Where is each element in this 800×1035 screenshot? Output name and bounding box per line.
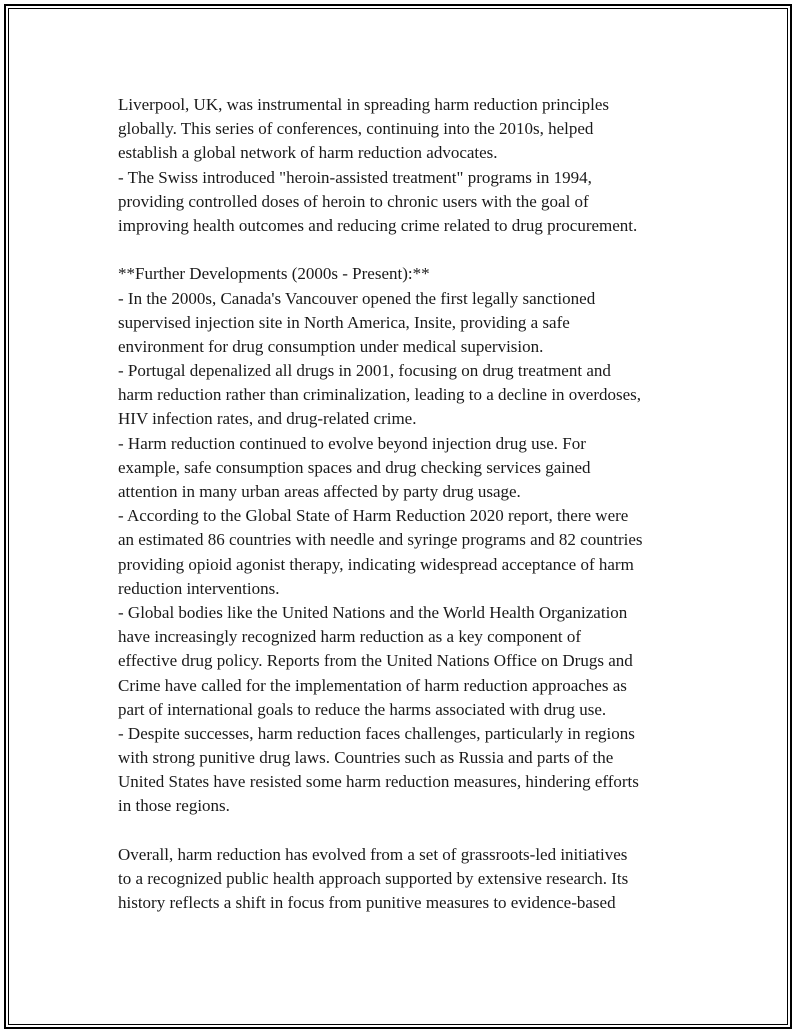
- text-line: improving health outcomes and reducing crime related to drug procurement.: [118, 215, 638, 235]
- text-line: history reflects a shift in focus from punitive measures to evidence-based: [118, 893, 616, 913]
- section-further-developments: [118, 262, 698, 818]
- paragraph-overall-summary: [118, 843, 698, 916]
- text-line: harm reduction rather than criminalization, leading to a decline in overdoses,: [118, 385, 642, 405]
- text-line: HIV infection rates, and drug-related crime.: [118, 409, 417, 429]
- text-line: part of international goals to reduce the harms associated with drug use.: [118, 699, 607, 719]
- text-line: Overall, harm reduction has evolved from a set of grassroots-led initiatives: [118, 844, 628, 864]
- text-line: environment for drug consumption under medical supervision.: [118, 336, 544, 356]
- text-line: effective drug policy. Reports from the United Nations Office on Drugs and: [118, 651, 633, 671]
- text-line: in those regions.: [118, 796, 230, 816]
- text-line: an estimated 86 countries with needle and syringe programs and 82 countries: [118, 530, 643, 550]
- text-line: - According to the Global State of Harm Reduction 2020 report, there were: [118, 506, 629, 526]
- text-line: to a recognized public health approach supported by extensive research. Its: [118, 869, 629, 888]
- text-line: globally. This series of conferences, continuing into the 2010s, helped: [118, 119, 594, 139]
- text-line: with strong punitive drug laws. Countries such as Russia and parts of the: [118, 748, 614, 768]
- text-line: example, safe consumption spaces and drug checking services gained: [118, 457, 591, 477]
- text-line: **Further Developments (2000s - Present):**: [118, 264, 430, 284]
- text-line: - Harm reduction continued to evolve beyond injection drug use. For: [118, 433, 586, 453]
- text-line: establish a global network of harm reduction advocates.: [118, 143, 498, 163]
- text-line: United States have resisted some harm reduction measures, hindering efforts: [118, 772, 639, 792]
- text-line: - Portugal depenalized all drugs in 2001, focusing on drug treatment and: [118, 361, 611, 381]
- text-line: - In the 2000s, Canada's Vancouver opened the first legally sanctioned: [118, 288, 596, 308]
- text-line: Liverpool, UK, was instrumental in spreading harm reduction principles: [118, 95, 609, 114]
- paragraph-gap: [118, 238, 698, 262]
- text-line: reduction interventions.: [118, 578, 280, 598]
- text-line: - The Swiss introduced "heroin-assisted treatment" programs in 1994,: [118, 167, 592, 187]
- text-line: providing controlled doses of heroin to chronic users with the goal of: [118, 191, 589, 211]
- text-line: Crime have called for the implementation of harm reduction approaches as: [118, 675, 627, 695]
- document-body: [118, 93, 698, 915]
- text-line: attention in many urban areas affected by party drug usage.: [118, 482, 521, 501]
- text-line: - Despite successes, harm reduction faces challenges, particularly in regions: [118, 723, 635, 743]
- paragraph-gap: [118, 819, 698, 843]
- text-line: providing opioid agonist therapy, indicating widespread acceptance of harm: [118, 554, 634, 574]
- text-line: - Global bodies like the United Nations and the World Health Organization: [118, 602, 628, 622]
- paragraph-history-continued: [118, 93, 698, 238]
- text-line: have increasingly recognized harm reduction as a key component of: [118, 627, 582, 647]
- text-line: supervised injection site in North America, Insite, providing a safe: [118, 312, 570, 332]
